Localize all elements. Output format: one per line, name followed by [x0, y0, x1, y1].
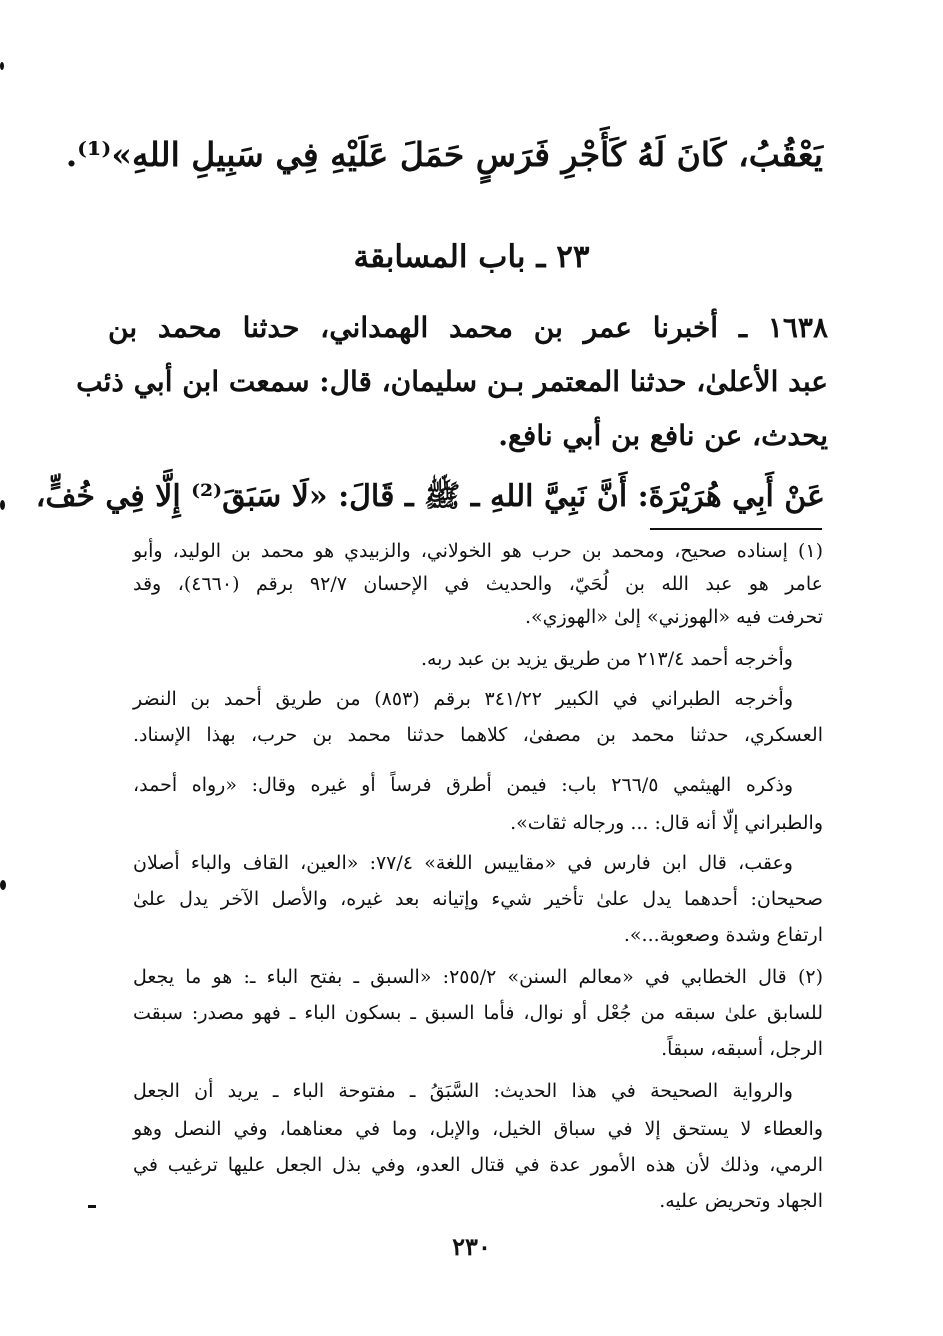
footnote-line: وأخرجه الطبراني في الكبير ٣٤١/٢٢ برقم (٨٥٣) من طريق أحمد بن النضر — [133, 688, 793, 710]
footnote-line: صحيحان: أحدهما يدل علىٰ تأخير شيء وإتيانه بعد غيره، والأصل الآخر يدل علىٰ — [133, 888, 823, 910]
footnote-line: تحرفت فيه «الهوزني» إلىٰ «الهوزي». — [524, 606, 823, 628]
scan-mark — [0, 880, 6, 890]
hadith-matn: عَنْ أَبِي هُرَيْرَةَ: أَنَّ نَبِيَّ اللهِ ـ ﷺ ـ قَالَ: «لَا سَبَقَ⁽²⁾ إِلَّا فِي خُفٍّ، — [35, 479, 825, 514]
footnote-separator — [650, 528, 822, 530]
hadith-continuation: يَعْقُبُ، كَانَ لَهُ كَأَجْرِ فَرَسٍ حَمَلَ عَلَيْهِ فِي سَبِيلِ اللهِ»⁽¹⁾. — [65, 135, 823, 174]
footnote-line: عامر هو عبد الله بن لُحَيّ، والحديث في الإحسان ٩٢/٧ برقم (٤٦٦٠)، وقد — [133, 573, 823, 595]
footnote-line: وذكره الهيثمي ٢٦٦/٥ باب: فيمن أطرق فرساً أو غيره وقال: «رواه أحمد، — [133, 774, 793, 796]
isnad-line: يحدث، عن نافع بن أبي نافع. — [498, 419, 828, 452]
footnote-line: العسكري، حدثنا محمد بن مصفىٰ، كلاهما حدثنا محمد بن حرب، بهذا الإسناد. — [133, 724, 823, 746]
isnad-line: ١٦٣٨ ـ أخبرنا عمر بن محمد الهمداني، حدثنا محمد بن — [108, 311, 828, 344]
page-number: ٢٣٠ — [452, 1232, 491, 1261]
isnad-line: عبد الأعلىٰ، حدثنا المعتمر بـن سليمان، قال: سمعت ابن أبي ذئب — [76, 365, 828, 398]
footnote-line: الجهاد وتحريض عليه. — [659, 1190, 823, 1212]
footnote-line: وعقب، قال ابن فارس في «مقاييس اللغة» ٧٧/٤: «العين، القاف والباء أصلان — [133, 852, 793, 874]
footnote-line: (١) إسناده صحيح، ومحمد بن حرب هو الخولاني، والزبيدي هو محمد بن الوليد، وأبو — [133, 540, 823, 562]
footnote-line: والرواية الصحيحة في هذا الحديث: السَّبَقُ ـ مفتوحة الباء ـ يريد أن الجعل — [133, 1080, 793, 1102]
chapter-heading: ٢٣ ـ باب المسابقة — [353, 239, 590, 275]
scan-mark — [0, 62, 4, 70]
scan-mark — [0, 500, 5, 510]
footnote-line: وأخرجه أحمد ٢١٣/٤ من طريق يزيد بن عبد ربه. — [420, 648, 793, 670]
footnote-line: الرجل، أسبقه، سبقاً. — [661, 1038, 823, 1060]
footnote-line: والعطاء لا يستحق إلا في سباق الخيل، والإبل، وما في معناهما، وفي النصل وهو — [133, 1118, 823, 1140]
footnote-line: (٢) قال الخطابي في «معالم السنن» ٢٥٥/٢: «السبق ـ بفتح الباء ـ: هو ما يجعل — [133, 966, 824, 988]
footnote-line: الرمي، وذلك لأن هذه الأمور عدة في قتال العدو، وفي بذل الجعل عليها ترغيب في — [133, 1154, 823, 1176]
footnote-line: والطبراني إلّا أنه قال: ... ورجاله ثقات». — [510, 812, 823, 834]
footnote-line: للسابق علىٰ سبقه من جُعْل أو نوال، فأما السبق ـ بسكون الباء ـ فهو مصدر: سبقت — [133, 1002, 823, 1024]
scan-mark — [88, 1205, 96, 1208]
footnote-line: ارتفاع وشدة وصعوبة...». — [623, 924, 823, 946]
